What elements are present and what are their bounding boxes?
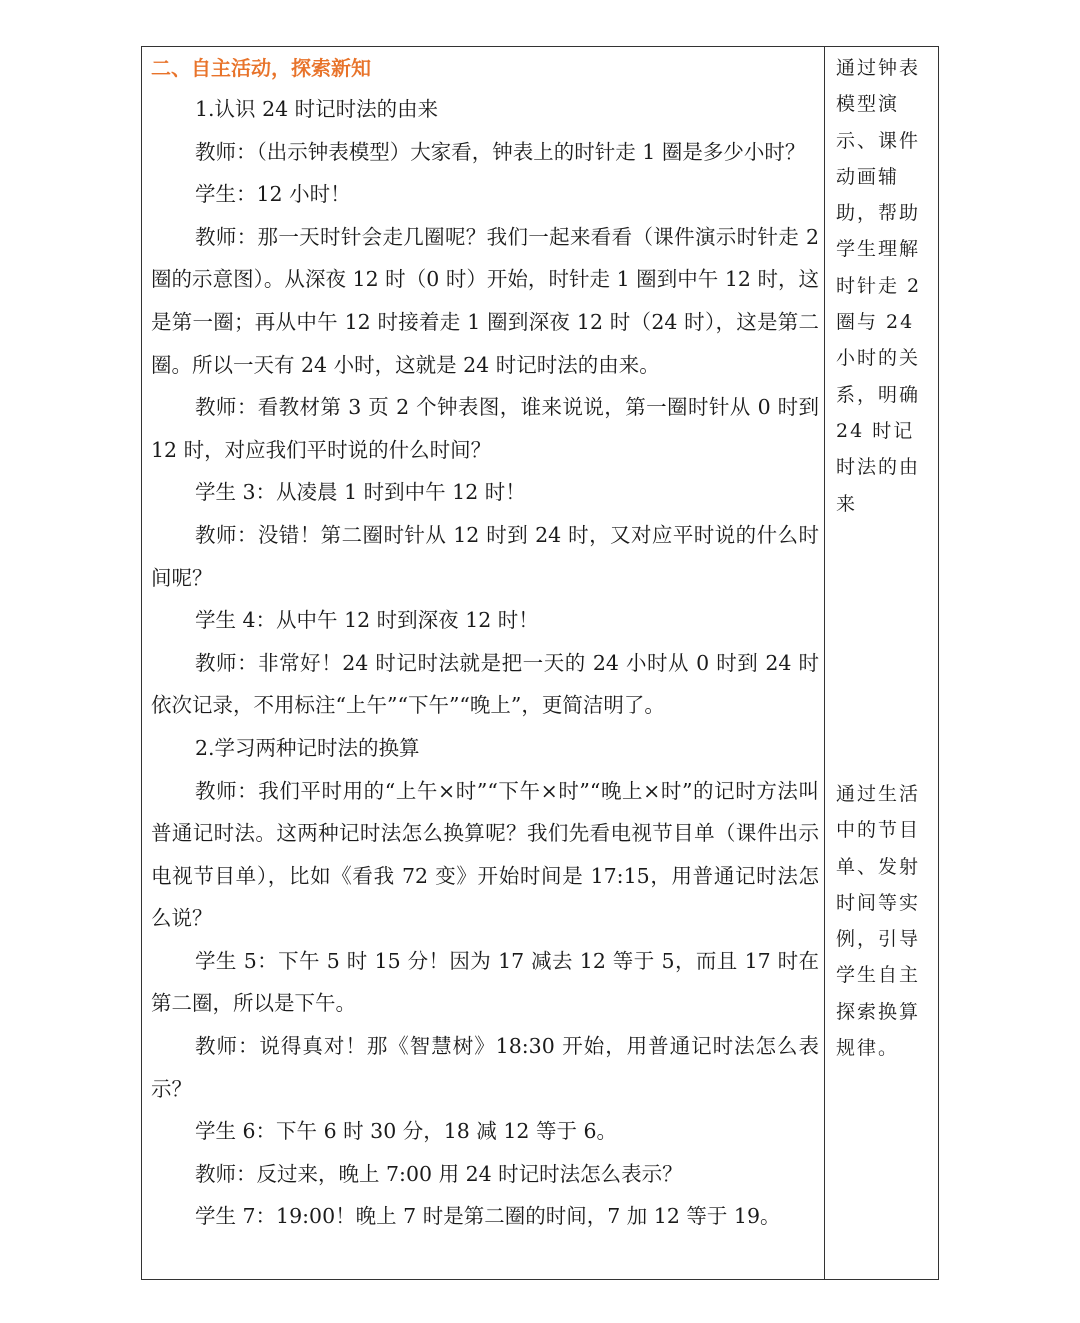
dialogue-line: 学生 4：从中午 12 时到深夜 12 时！ [195,608,539,633]
design-note-1: 通过钟表模型演示、课件动画辅助，帮助学生理解时针走 2 圈与 24 小时的关系，明确 24 时记时法的由来 [836,57,922,515]
dialogue-line: 教师：那一天时针会走几圈呢？我们一起来看看（课件演示时针走 2 圈的示意图）。从深夜 12 时（0 时）开始，时针走 1 圈到中午 12 时，这是第一圈；再从中午 12 时接着走 1 圈到深夜 12 时（24 时），这是第二圈。所以一天有 24 小时，这就是 24 时记时法的由来。 [151,224,819,377]
dialogue-line: 教师：看教材第 3 页 2 个钟表图，谁来说说，第一圈时针从 0 时到 12 时，对应我们平时说的什么时间？ [151,395,819,462]
dialogue-line: 教师：我们平时用的“上午×时”“下午×时”“晚上×时”的记时方法叫普通记时法。这两种记时法怎么换算呢？我们先看电视节目单（课件出示电视节目单），比如《看我 72 变》开始时间是 17:15，用普通记时法怎么说？ [151,778,819,931]
activity-column [151,52,819,1238]
dialogue-line: 学生：12 小时！ [195,182,351,207]
dialogue-line: 教师：反过来，晚上 7:00 用 24 时记时法怎么表示？ [195,1161,683,1186]
column-divider [824,46,825,1280]
dialogue-line: 教师：没错！第二圈时针从 12 时到 24 时，又对应平时说的什么时间呢？ [151,522,819,590]
dialogue-line: 教师：说得真对！那《智慧树》18:30 开始，用普通记时法怎么表示？ [151,1034,819,1101]
dialogue-line: 学生 5：下午 5 时 15 分！因为 17 减去 12 等于 5，而且 17 时在第二圈，所以是下午。 [151,948,819,1016]
dialogue-line: 教师：非常好！24 时记时法就是把一天的 24 小时从 0 时到 24 时依次记录，不用标注“上午”“下午”“晚上”，更简洁明了。 [151,650,819,718]
dialogue-line: 学生 6：下午 6 时 30 分，18 减 12 等于 6。 [195,1119,618,1144]
subheading-2: 2.学习两种记时法的换算 [195,735,420,760]
section-heading: 二、自主活动，探索新知 [151,56,371,80]
dialogue-line: 学生 3：从凌晨 1 时到中午 12 时！ [195,480,526,505]
design-note-2: 通过生活中的节目单、发射时间等实例，引导学生自主探索换算规律。 [836,783,921,1060]
dialogue-line: 教师：（出示钟表模型）大家看，钟表上的时针走 1 圈是多少小时？ [195,139,806,164]
subheading-1: 1.认识 24 时记时法的由来 [195,97,439,121]
dialogue-line: 学生 7：19:00！晚上 7 时是第二圈的时间，7 加 12 等于 19。 [195,1204,781,1229]
